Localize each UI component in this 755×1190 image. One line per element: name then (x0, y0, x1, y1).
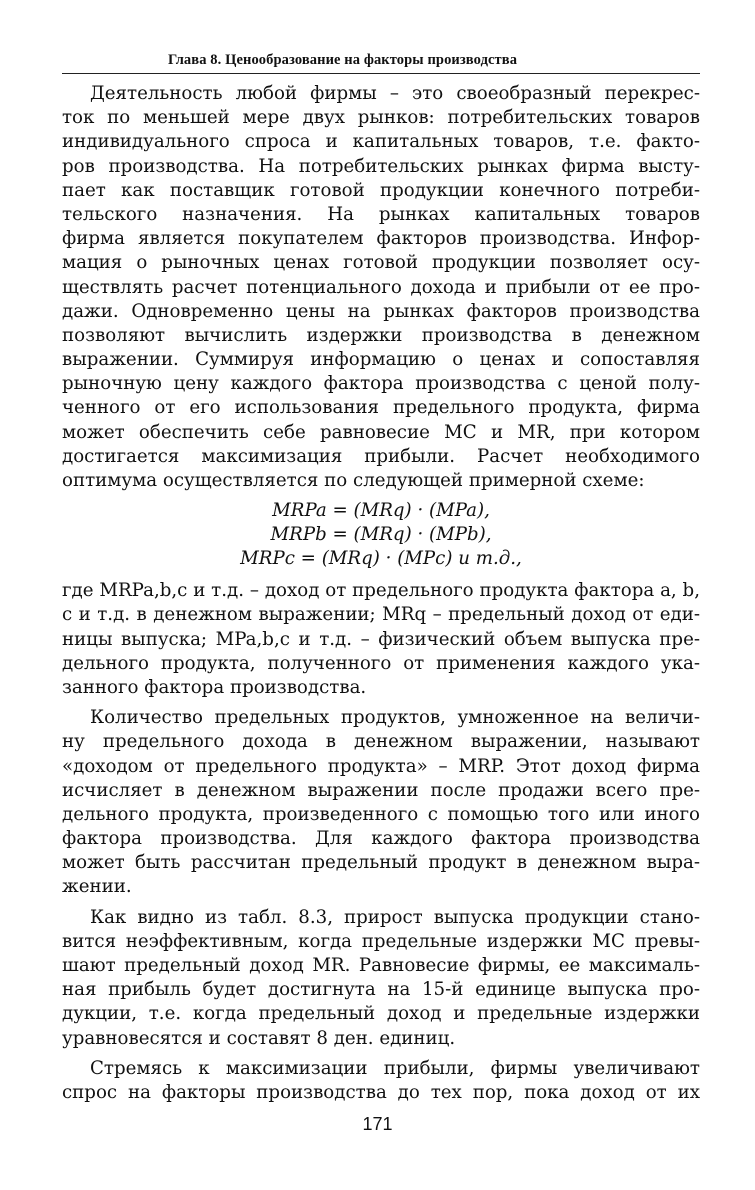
formula-mrp-a: MRPa = (MRq) · (MPa), (272, 500, 490, 522)
text-line: выражении. Суммируя информацию о ценах и сопоставляя (62, 349, 700, 371)
text-line: ществлять расчет потенциального дохода и прибыли от ее про- (62, 276, 700, 298)
text-line: фактора производства. Для каждого фактора производства (62, 828, 700, 850)
text-line: ток по меньшей мере двух рынков: потребительских товаров (62, 107, 700, 129)
text-line: дукции, т.е. когда предельный доход и предельные издержки (62, 1003, 700, 1025)
text-line: Стремясь к максимизации прибыли, фирмы увеличивают (90, 1057, 700, 1079)
text-line: может быть рассчитан предельный продукт в денежном выра- (62, 852, 700, 874)
header-rule (62, 73, 700, 74)
formula-mrp-c: MRPc = (MRq) · (MPc) и т.д., (240, 548, 522, 570)
text-line: уравновесятся и составят 8 ден. единиц. (62, 1027, 456, 1049)
text-line: спрос на факторы производства до тех пор, пока доход от их (62, 1081, 700, 1103)
text-line: c и т.д. в денежном выражении; MRq – предельный доход от еди- (62, 604, 700, 626)
paragraph-5 (62, 1057, 700, 1105)
paragraph-1 (62, 82, 700, 493)
running-header: Глава 8. Ценообразование на факторы производства (168, 52, 518, 68)
text-line: дельного продукта, произведенного с помощью того или иного (62, 803, 700, 825)
text-line: шают предельный доход MR. Равновесие фирмы, ее максималь- (62, 955, 700, 976)
text-line: ченного от его использования предельного продукта, фирма (62, 397, 700, 419)
text-line: рыночную цену каждого фактора производства с ценой полу- (62, 373, 700, 395)
text-line: позволяют вычислить издержки производства в денежном (62, 324, 700, 346)
text-line: дажи. Одновременно цены на рынках факторов производства (62, 300, 700, 322)
text-line: Деятельность любой фирмы – это своеобразный перекрес- (90, 83, 700, 104)
paragraph-2 (62, 579, 700, 700)
page-number: 171 (362, 1114, 393, 1134)
paragraph-3 (62, 706, 700, 900)
text-line: пает как поставщик готовой продукции конечного потреби- (62, 179, 700, 201)
body-text (62, 82, 700, 1105)
text-line: тельского назначения. На рынках капитальных товаров (62, 203, 700, 225)
text-line: исчисляет в денежном выражении после продажи всего пре- (62, 779, 700, 801)
paragraph-4 (62, 906, 700, 1051)
text-line: Количество предельных продуктов, умноженное на величи- (90, 707, 700, 729)
text-line: ров производства. На потребительских рынках фирма высту- (62, 155, 700, 177)
text-line: занного фактора производства. (62, 676, 367, 698)
text-line: оптимума осуществляется по следующей примерной схеме: (62, 470, 645, 491)
text-line: жении. (62, 876, 132, 898)
text-line: ницы выпуска; MPa,b,c и т.д. – физический объем выпуска пре- (62, 628, 700, 650)
text-line: «доходом от предельного продукта» – MRP. Этот доход фирма (62, 755, 700, 777)
text-line: ная прибыль будет достигнута на 15-й единице выпуска про- (62, 979, 700, 1001)
formula-mrp-b: MRPb = (MRq) · (MPb), (270, 524, 492, 546)
text-line: может обеспечить себе равновесие MC и MR, при котором (62, 421, 700, 443)
text-line: где MRPa,b,c и т.д. – доход от предельного продукта фактора a, b, (62, 580, 700, 602)
text-line: мация о рыночных ценах готовой продукции позволяет осу- (62, 252, 700, 274)
text-line: дельного продукта, полученного от применения каждого ука- (62, 652, 700, 674)
text-line: вится неэффективным, когда предельные издержки MC превы- (62, 930, 700, 952)
text-line: ну предельного дохода в денежном выражении, называют (62, 731, 700, 753)
text-line: фирма является покупателем факторов производства. Инфор- (62, 228, 700, 250)
text-line: достигается максимизация прибыли. Расчет необходимого (62, 445, 700, 467)
formula-block (62, 499, 700, 571)
text-line: индивидуального спроса и капитальных товаров, т.е. факто- (62, 131, 700, 153)
text-line: Как видно из табл. 8.3, прирост выпуска продукции стано- (90, 906, 700, 928)
